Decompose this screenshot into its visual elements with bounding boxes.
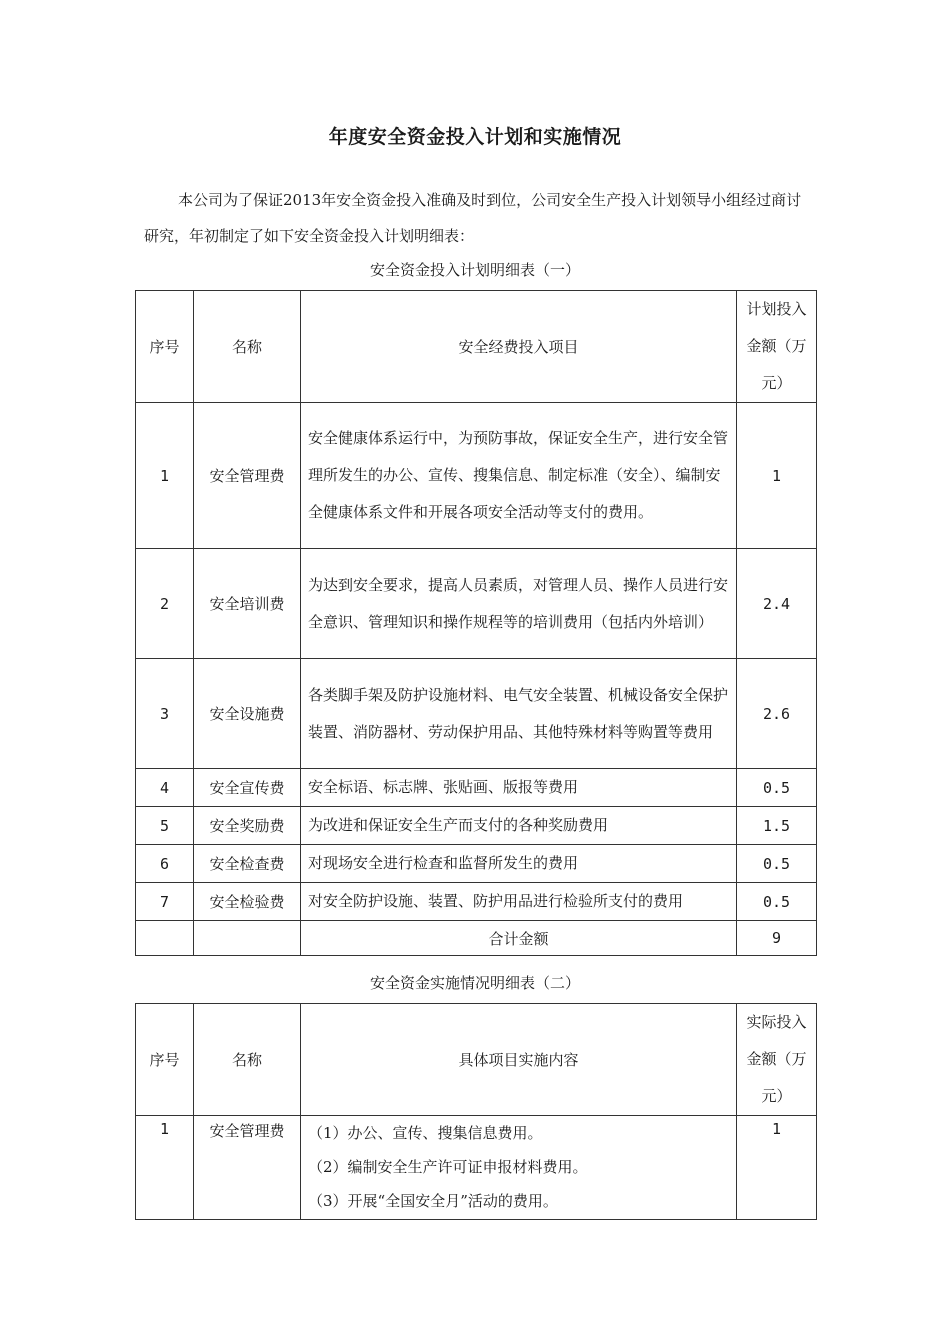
impl-item: （3）开展“全国安全月”活动的费用。 [308,1192,558,1210]
row-item: 对安全防护设施、装置、防护用品进行检验所支付的费用 [301,883,737,921]
table-row [136,769,817,807]
header-name: 名称 [194,291,301,403]
header-item: 安全经费投入项目 [301,291,737,403]
row-amount: 0.5 [737,883,817,921]
row-no: 4 [136,769,194,807]
implementation-table-header [136,1004,817,1116]
intro-paragraph: 本公司为了保证2013年安全资金投入准确及时到位，公司安全生产投入计划领导小组经过商讨研究，年初制定了如下安全资金投入计划明细表： [144,191,802,245]
row-items [301,1116,737,1220]
total-no-empty [136,921,194,956]
total-name-empty [194,921,301,956]
row-item: 各类脚手架及防护设施材料、电气安全装置、机械设备安全保护装置、消防器材、劳动保护用品、其他特殊材料等购置等费用 [301,659,737,769]
row-name: 安全设施费 [194,659,301,769]
row-item: 为达到安全要求，提高人员素质，对管理人员、操作人员进行安全意识、管理知识和操作规程等的培训费用（包括内外培训） [301,549,737,659]
row-name: 安全检查费 [194,845,301,883]
header-name: 名称 [194,1004,301,1116]
header-amount: 实际投入金额（万元） [737,1004,817,1116]
row-name: 安全培训费 [194,549,301,659]
table-row [136,1116,817,1220]
row-name: 安全宣传费 [194,769,301,807]
table-row [136,659,817,769]
row-amount: 1.5 [737,807,817,845]
row-item: 安全标语、标志牌、张贴画、版报等费用 [301,769,737,807]
row-no: 1 [136,1116,194,1220]
document-title: 年度安全资金投入计划和实施情况 [328,126,622,148]
row-amount: 2.4 [737,549,817,659]
table-row [136,549,817,659]
row-no: 6 [136,845,194,883]
header-item: 具体项目实施内容 [301,1004,737,1116]
row-name: 安全管理费 [194,403,301,549]
row-no: 3 [136,659,194,769]
header-amount: 计划投入金额（万元） [737,291,817,403]
total-label: 合计金额 [301,921,737,956]
plan-table-header [136,291,817,403]
row-name: 安全检验费 [194,883,301,921]
row-name: 安全管理费 [194,1116,301,1220]
table2-caption: 安全资金实施情况明细表（二） [369,974,580,992]
row-no: 7 [136,883,194,921]
row-no: 2 [136,549,194,659]
total-row [136,921,817,956]
row-no: 1 [136,403,194,549]
table-row [136,883,817,921]
header-no: 序号 [136,1004,194,1116]
row-no: 5 [136,807,194,845]
table-row [136,807,817,845]
row-item: 为改进和保证安全生产而支付的各种奖励费用 [301,807,737,845]
row-item: 安全健康体系运行中，为预防事故，保证安全生产，进行安全管理所发生的办公、宣传、搜集信息、制定标准（安全）、编制安全健康体系文件和开展各项安全活动等支付的费用。 [301,403,737,549]
table-row [136,845,817,883]
impl-item: （1）办公、宣传、搜集信息费用。 [308,1124,543,1142]
table-row [136,403,817,549]
total-amount: 9 [737,921,817,956]
row-amount: 1 [737,403,817,549]
impl-item: （2）编制安全生产许可证申报材料费用。 [308,1158,588,1176]
row-amount: 0.5 [737,845,817,883]
plan-table [135,290,817,956]
row-item: 对现场安全进行检查和监督所发生的费用 [301,845,737,883]
row-amount: 1 [737,1116,817,1220]
implementation-table [135,1003,817,1220]
table1-caption: 安全资金投入计划明细表（一） [369,261,580,279]
row-amount: 0.5 [737,769,817,807]
row-amount: 2.6 [737,659,817,769]
row-name: 安全奖励费 [194,807,301,845]
header-no: 序号 [136,291,194,403]
